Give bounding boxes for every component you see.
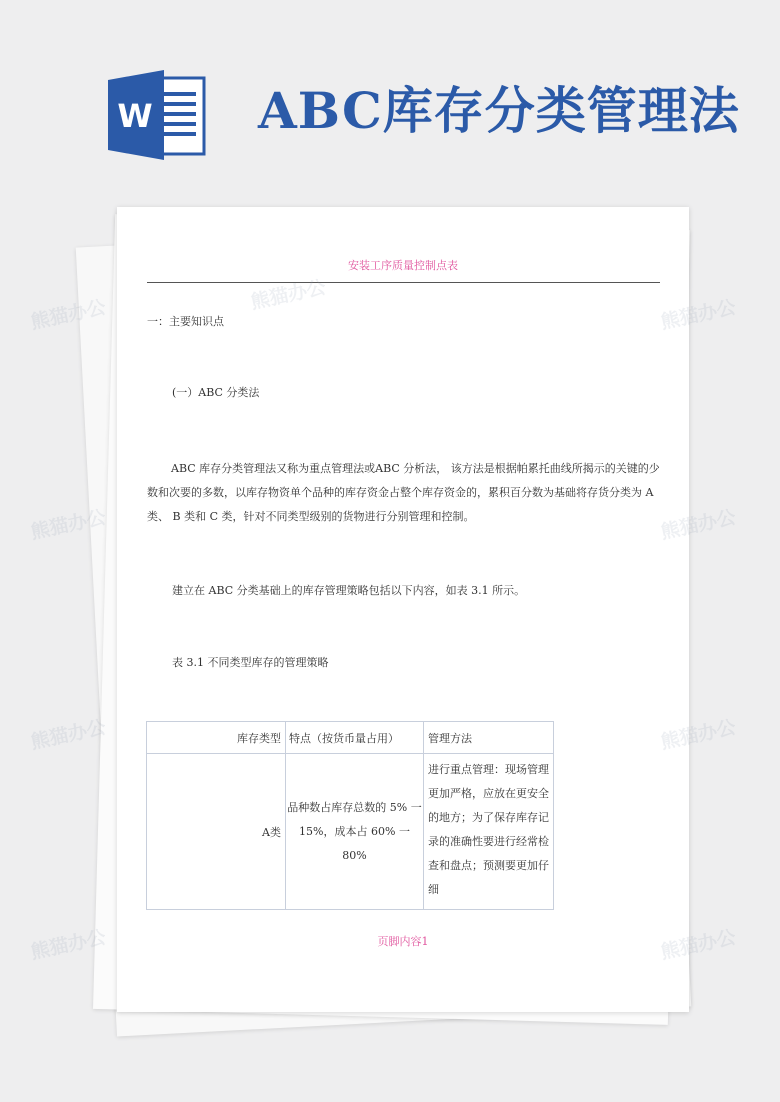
header-type: 库存类型 xyxy=(147,722,286,754)
page-header: 安装工序质量控制点表 xyxy=(348,259,458,272)
svg-text:W: W xyxy=(117,97,153,135)
watermark: 熊猫办公 xyxy=(658,926,738,964)
header-method: 管理方法 xyxy=(424,722,554,754)
intro-sentence: 建立在 ABC 分类基础上的库存管理策略包括以下内容，如表 3.1 所示。 xyxy=(172,584,526,597)
strategy-table xyxy=(146,721,554,910)
header-divider xyxy=(147,282,660,283)
cell-feature: 品种数占库存总数的 5% 一 15%，成本占 60% 一 80% xyxy=(286,754,424,910)
watermark: 熊猫办公 xyxy=(28,296,108,334)
watermark: 熊猫办公 xyxy=(658,716,738,754)
banner-title: ABC库存分类管理法 xyxy=(258,81,740,140)
watermark: 熊猫办公 xyxy=(658,506,738,544)
header-feature: 特点（按货币量占用） xyxy=(286,722,424,754)
watermark: 熊猫办公 xyxy=(28,506,108,544)
subsection-title: (一）ABC 分类法 xyxy=(172,386,260,399)
table-row xyxy=(147,754,554,910)
watermark: 熊猫办公 xyxy=(28,716,108,754)
cell-type: A类 xyxy=(147,754,286,910)
page-footer: 页脚内容1 xyxy=(377,935,429,948)
table-caption: 表 3.1 不同类型库存的管理策略 xyxy=(172,656,329,669)
document-page xyxy=(117,207,689,1012)
cell-method: 进行重点管理：现场管理更加严格，应放在更安全的地方；为了保存库存记录的准确性要进行经常检查和盘点；预测要更加仔细 xyxy=(424,754,554,910)
word-logo-icon xyxy=(108,70,208,160)
body-paragraph: ABC 库存分类管理法又称为重点管理法或ABC 分析法， 该方法是根据帕累托曲线所揭示的关键的少数和次要的多数，以库存物资单个品种的库存资金占整个库存资金的，累积百分数为基础将存货分类为 A 类、 B 类和 C 类，针对不同类型级别的货物进行分别管理和控制。 xyxy=(147,462,660,523)
section-title: 一：主要知识点 xyxy=(147,315,224,328)
watermark: 熊猫办公 xyxy=(658,296,738,334)
watermark: 熊猫办公 xyxy=(28,926,108,964)
table-header-row xyxy=(147,722,554,754)
